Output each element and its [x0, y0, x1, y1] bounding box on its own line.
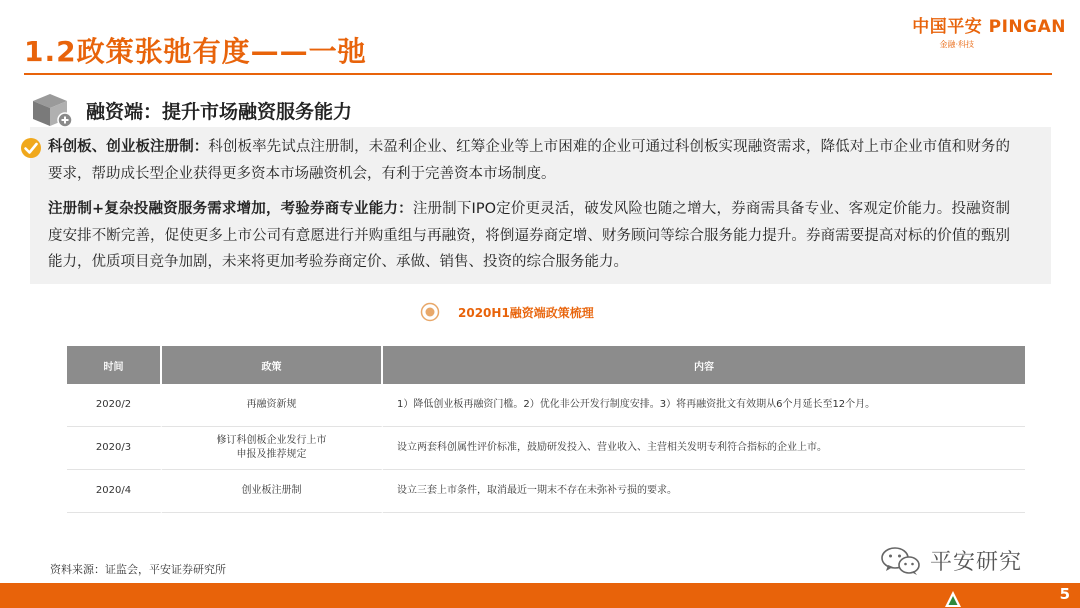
- page-title: 1.2政策张弛有度——一弛: [24, 35, 367, 68]
- page-number: 5: [1059, 585, 1070, 603]
- paragraph-body: 科创板率先试点注册制，未盈利企业、红筹企业等上市困难的企业可通过科创板实现融资需求，降低对上市企业市值和财务的要求，帮助成长型企业获得更多资本市场融资机会，有利于完善资本市场制度。: [48, 139, 1011, 182]
- figure-caption-text: 2020H1融资端政策梳理: [458, 305, 594, 320]
- title-divider: [24, 73, 1052, 75]
- header-content: 内容: [383, 346, 1025, 384]
- brand-logo-tagline: 金融·科技: [939, 40, 974, 49]
- watermark: [880, 545, 1022, 576]
- cell-policy: 创业板注册制: [162, 470, 383, 513]
- box-icon: [30, 92, 72, 128]
- cell-content: 设立三套上市条件，取消最近一期末不存在未弥补亏损的要求。: [383, 470, 1025, 513]
- wechat-icon: [880, 546, 922, 576]
- paragraph-registration-system: [48, 134, 1010, 187]
- paragraph-broker-capability: [48, 196, 1010, 276]
- cell-time: 2020/4: [67, 470, 162, 513]
- cell-policy: 再融资新规: [162, 384, 383, 427]
- footer-logo-icon: [944, 590, 962, 608]
- brand-logo: [912, 12, 1066, 50]
- cell-content: 1）降低创业板再融资门槛。2）优化非公开发行制度安排。3）将再融资批文有效期从6个月延长至12个月。: [383, 384, 1025, 427]
- table-row: [67, 470, 1025, 513]
- watermark-text: 平安研究: [930, 550, 1023, 575]
- table-header-row: [67, 346, 1025, 384]
- table-row: [67, 427, 1025, 470]
- cell-content: 设立两套科创属性评价标准，鼓励研发投入、营业收入、主营相关发明专利符合指标的企业上市。: [383, 427, 1025, 470]
- circle-icon: [420, 302, 440, 322]
- cell-time: 2020/3: [67, 427, 162, 470]
- source-note: 资料来源：证监会，平安证券研究所: [50, 563, 226, 576]
- cell-time: 2020/2: [67, 384, 162, 427]
- footer-bar: [0, 583, 1080, 608]
- section-title: 融资端：提升市场融资服务能力: [86, 100, 353, 123]
- brand-logo-text: 中国平安 PINGAN: [912, 17, 1066, 37]
- table-row: [67, 384, 1025, 427]
- check-icon: [20, 137, 42, 159]
- policy-table: [67, 346, 1025, 513]
- header-time: 时间: [67, 346, 162, 384]
- figure-caption: [420, 302, 594, 322]
- paragraph-lead: 科创板、创业板注册制：: [48, 139, 209, 155]
- paragraph-body: 注册制下IPO定价更灵活，破发风险也随之增大，券商需具备专业、客观定价能力。投融资制度安排不断完善，促使更多上市公司有意愿进行并购重组与再融资，将倒逼券商定增、财务顾问等综合服务能力提升。券商需要提高对标的价值的甄别能力，优质项目竞争加剧，未来将更加考验券商定价、承做、销售、投资的综合服务能力。: [48, 201, 1010, 270]
- paragraph-lead: 注册制+复杂投融资服务需求增加，考验券商专业能力：: [48, 201, 413, 217]
- section-header: [30, 92, 352, 128]
- header-policy: 政策: [162, 346, 383, 384]
- cell-policy: 修订科创板企业发行上市 申报及推荐规定: [162, 427, 383, 470]
